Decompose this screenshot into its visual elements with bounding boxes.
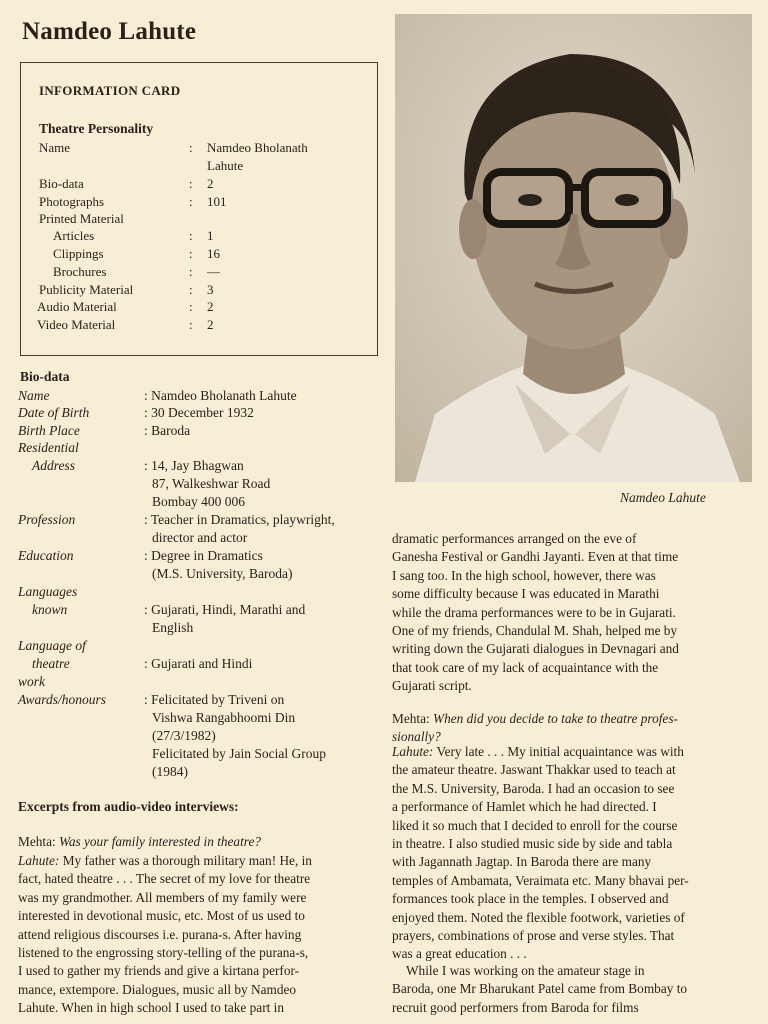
answer-line: was a great education . . . [392, 946, 527, 962]
card-value: 2 [207, 176, 214, 191]
speaker-label: Lahute: [18, 853, 60, 868]
biodata-heading: Bio-data [20, 369, 70, 384]
paragraph-line: that took care of my lack of acquaintance with the [392, 659, 659, 675]
card-row-name [39, 139, 359, 175]
card-row-audio [37, 298, 359, 316]
bio-value [144, 511, 384, 547]
awards-line: Vishwa Rangabhoomi Din [152, 710, 296, 725]
answer-line: fact, hated theatre . . . The secret of my love for theatre [18, 871, 311, 887]
answer-line: was my grandmother. All members of my family were [18, 889, 307, 905]
card-label: Publicity Material [39, 282, 134, 297]
bio-label: theatre [32, 656, 70, 671]
card-value: 101 [207, 194, 227, 209]
answer-line: the M.S. University, Baroda. I had an occasion to see [392, 780, 675, 796]
bio-label: Education [18, 548, 74, 563]
bio-value [144, 691, 384, 781]
speaker-label: Lahute: [392, 744, 434, 759]
profession-line: : Teacher in Dramatics, playwright, [144, 512, 335, 527]
right-question-2 [392, 710, 752, 747]
bio-row-language-of [18, 637, 378, 655]
profession-line: director and actor [152, 530, 248, 545]
page-title: Namdeo Lahute [22, 18, 197, 45]
card-colon: : [189, 317, 193, 332]
card-label: Name [39, 140, 71, 155]
card-label: Bio-data [39, 176, 84, 191]
answer-line: interested in devotional music, etc. Most of us used to [18, 908, 305, 924]
card-colon: : [189, 246, 193, 261]
bio-label: known [32, 602, 68, 617]
languages-line: : Gujarati, Hindi, Marathi and [144, 602, 306, 617]
card-row-video [37, 316, 359, 334]
left-answer [18, 852, 380, 1018]
answer-line: listened to the engrossing story-telling of the purana-s, [18, 945, 309, 961]
bio-row-languages [18, 583, 378, 601]
card-label: Articles [53, 228, 95, 243]
card-row-printed-material [39, 210, 359, 228]
paragraph-line: One of my friends, Chandulal M. Shah, helped me by [392, 623, 678, 639]
speaker-label: Mehta: [392, 711, 433, 726]
card-value: 3 [207, 282, 214, 297]
answer-line: formances took place in the temples. I observed and [392, 891, 669, 907]
card-row-biodata [39, 175, 359, 193]
information-card [20, 62, 378, 356]
card-row-publicity [39, 281, 359, 299]
card-row-brochures [53, 263, 359, 281]
card-value-line: Namdeo Bholanath [207, 140, 308, 155]
bio-label: Address [32, 458, 75, 473]
answer-line: Very late . . . My initial acquaintance was with [433, 744, 684, 759]
paragraph-line: While I was working on the amateur stage in [406, 963, 645, 978]
bio-row-awards [18, 691, 378, 783]
education-line: (M.S. University, Baroda) [152, 566, 293, 581]
bio-label: Residential [18, 440, 79, 455]
bio-label: work [18, 674, 45, 689]
answer-line: in theatre. I also studied music side by side and tabla [392, 836, 673, 852]
card-colon: : [189, 140, 193, 155]
card-label: Video Material [37, 317, 116, 332]
paragraph-line: writing down the Gujarati dialogues in Devnagari and [392, 641, 679, 657]
answer-line: mance, extempore. Dialogues, music all by Namdeo [18, 981, 297, 997]
bio-value [144, 601, 384, 637]
bio-value: : Baroda [144, 423, 191, 438]
bio-label: Languages [18, 584, 78, 599]
answer-line: the amateur theatre. Jaswant Thakkar used to teach at [392, 762, 676, 778]
portrait-illustration [395, 14, 752, 482]
card-colon: : [189, 299, 193, 314]
card-label: Printed Material [39, 211, 124, 226]
card-colon: : [189, 194, 193, 209]
photo-caption: Namdeo Lahute [620, 490, 706, 505]
question-text: When did you decide to take to theatre profes- [433, 711, 678, 726]
paragraph-line: Baroda, one Mr Bharukant Patel came from Bombay to [392, 981, 688, 997]
paragraph-line: dramatic performances arranged on the eve of [392, 531, 637, 546]
bio-row-work [18, 673, 378, 691]
bio-value: : Gujarati and Hindi [144, 656, 253, 671]
card-colon: : [189, 264, 193, 279]
card-value: 2 [207, 299, 214, 314]
question-text: sionally? [392, 729, 441, 745]
awards-line: (27/3/1982) [152, 728, 216, 743]
paragraph-line: I sang too. In the high school, however, there was [392, 567, 656, 583]
card-label: Audio Material [37, 299, 117, 314]
bio-row-profession [18, 511, 378, 547]
answer-line: enjoyed them. Noted the flexible footwork, varieties of [392, 909, 685, 925]
bio-value [144, 547, 384, 583]
answer-line: I used to gather my friends and give a kirtana perfor- [18, 963, 300, 979]
question-text: Was your family interested in theatre? [59, 834, 262, 849]
card-colon: : [189, 228, 193, 243]
bio-label: Language of [18, 638, 86, 653]
portrait-photo [395, 14, 752, 482]
paragraph-line: some difficulty because I was educated in Marathi [392, 586, 660, 602]
card-value: 2 [207, 317, 214, 332]
bio-label: Birth Place [18, 423, 80, 438]
card-label: Photographs [39, 194, 104, 209]
right-answer-2 [392, 743, 752, 964]
card-heading: INFORMATION CARD [39, 83, 181, 98]
paragraph-line: while the drama performances were to be in Gujarati. [392, 604, 676, 620]
awards-line: Felicitated by Jain Social Group [152, 746, 326, 761]
bio-value: : Namdeo Bholanath Lahute [144, 388, 297, 403]
card-colon: : [189, 282, 193, 297]
answer-line: My father was a thorough military man! He, in [59, 853, 312, 868]
awards-line: : Felicitated by Triveni on [144, 692, 285, 707]
card-colon: : [189, 176, 193, 191]
education-line: : Degree in Dramatics [144, 548, 263, 563]
bio-row-languages-known [18, 601, 378, 637]
paragraph-line: recruit good performers from Baroda for films [392, 999, 639, 1015]
address-line: : 14, Jay Bhagwan [144, 458, 244, 473]
answer-line: temples of Ambamata, Veraimata etc. Many bhavai per- [392, 872, 689, 888]
answer-line: a performance of Hamlet which he had directed. I [392, 799, 657, 815]
answer-line: with Jagannath Jagtap. In Baroda there are many [392, 854, 652, 870]
card-value: — [207, 264, 220, 279]
bio-row-name [18, 387, 378, 405]
bio-label: Awards/honours [18, 692, 107, 707]
answer-line: attend religious discourses i.e. purana-s. After having [18, 926, 302, 942]
card-value-line: Lahute [207, 158, 244, 173]
bio-value [144, 457, 384, 511]
address-line: Bombay 400 006 [152, 494, 245, 509]
bio-row-education [18, 547, 378, 583]
card-row-articles [53, 227, 359, 245]
bio-row-address [18, 457, 378, 513]
bio-row-residential [18, 439, 378, 457]
answer-line: Lahute. When in high school I used to take part in [18, 1000, 284, 1016]
speaker-label: Mehta: [18, 834, 59, 849]
paragraph-line: Ganesha Festival or Gandhi Jayanti. Even at that time [392, 549, 679, 565]
bio-row-theatre [18, 655, 378, 673]
bio-label: Name [18, 388, 50, 403]
awards-line: (1984) [152, 764, 188, 779]
right-paragraph-1 [392, 530, 750, 696]
address-line: 87, Walkeshwar Road [152, 476, 271, 491]
bio-value: : 30 December 1932 [144, 405, 254, 420]
answer-line: liked it so much that I decided to enroll for the course [392, 817, 678, 833]
right-paragraph-3 [392, 962, 752, 1017]
languages-line: English [152, 620, 194, 635]
card-value: 1 [207, 228, 214, 243]
bio-label: Date of Birth [18, 405, 90, 420]
bio-row-dob [18, 404, 378, 422]
bio-label: Profession [18, 512, 76, 527]
left-question [18, 833, 376, 851]
excerpts-heading: Excerpts from audio-video interviews: [18, 799, 239, 814]
card-row-clippings [53, 245, 359, 263]
card-row-photographs [39, 193, 359, 211]
card-label: Brochures [53, 264, 107, 279]
card-value: 16 [207, 246, 220, 261]
paragraph-line: Gujarati script. [392, 678, 472, 694]
card-value [207, 139, 357, 175]
bio-row-birthplace [18, 422, 378, 440]
card-subheading: Theatre Personality [39, 121, 154, 136]
answer-line: prayers, combinations of prose and verse styles. That [392, 928, 675, 944]
card-label: Clippings [53, 246, 104, 261]
